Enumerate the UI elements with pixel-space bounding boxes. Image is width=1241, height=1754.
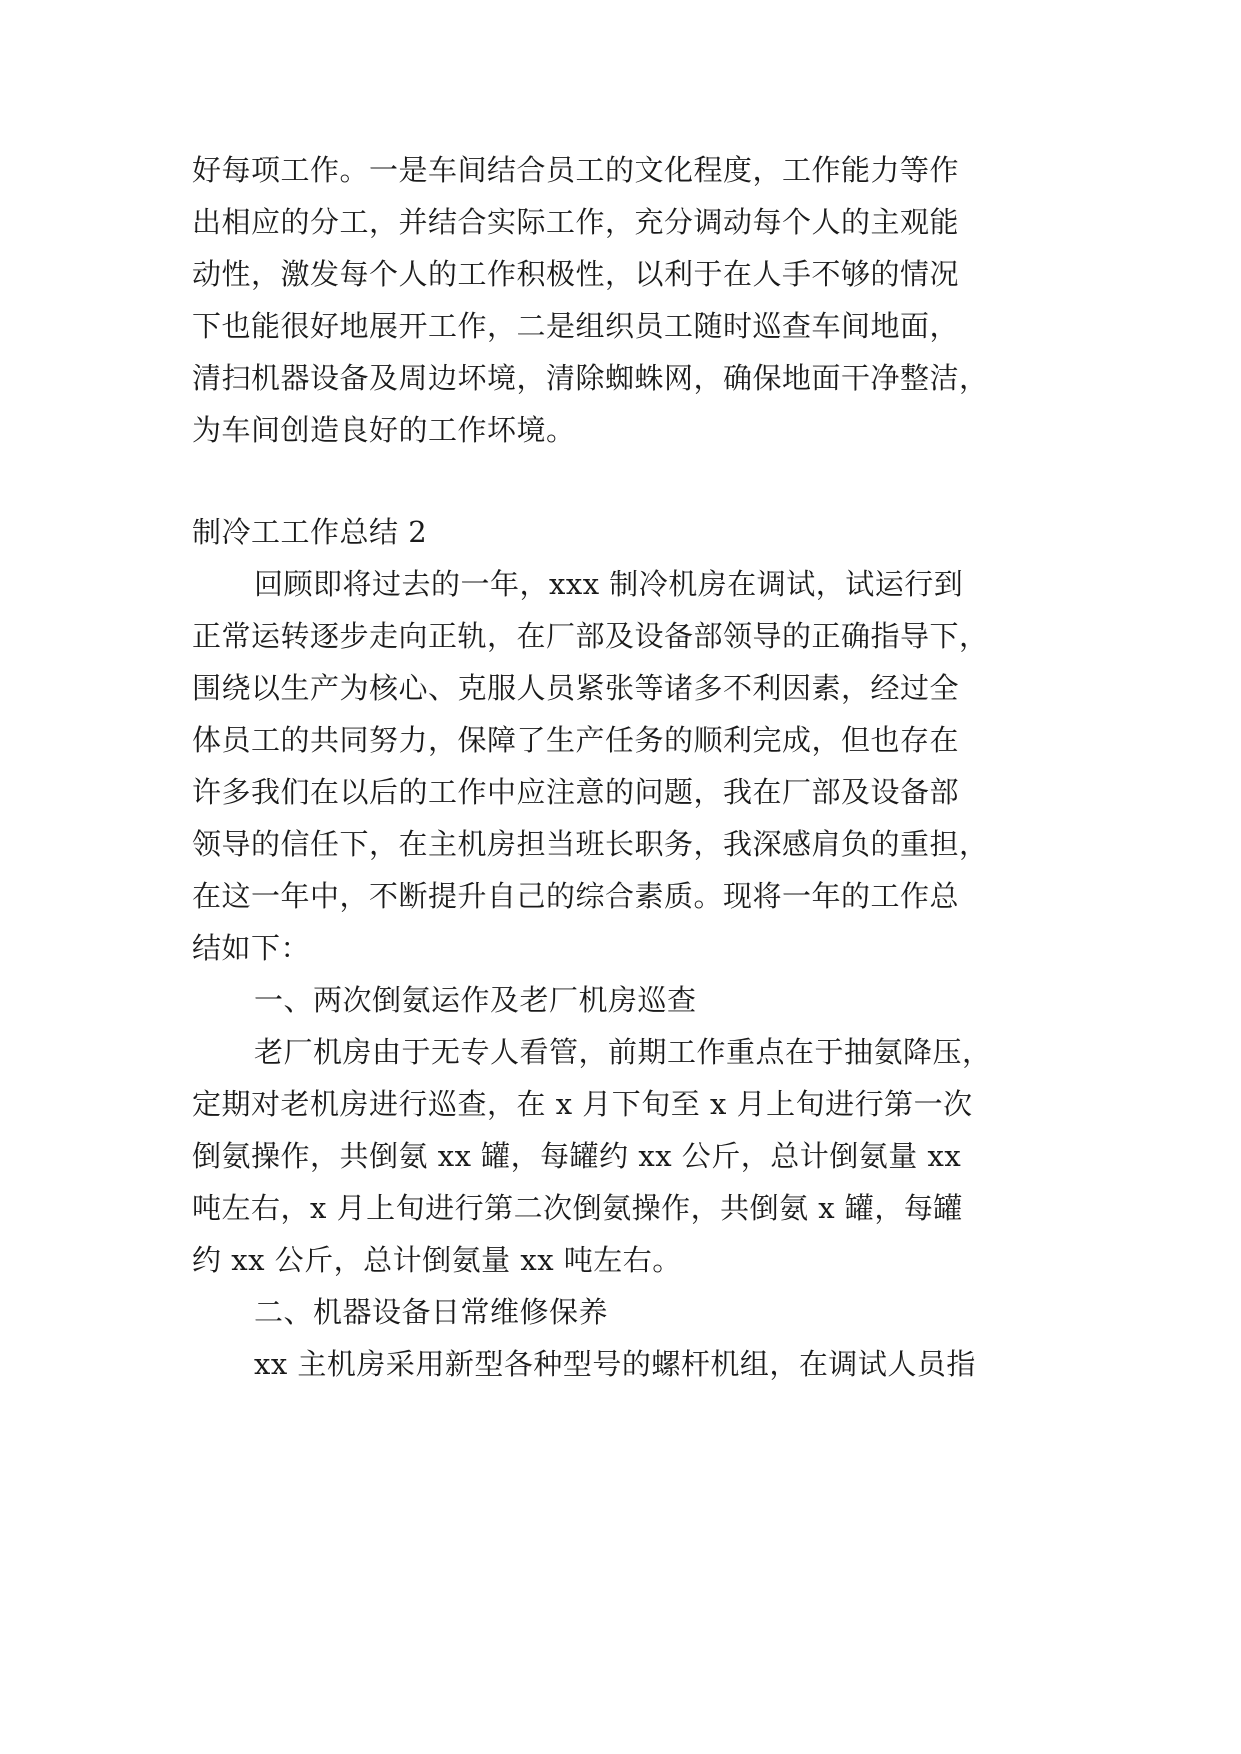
body-text-line: 在这一年中，不断提升自己的综合素质。现将一年的工作总 [192,879,960,913]
body-text-line: 围绕以生产为核心、克服人员紧张等诸多不利因素，经过全 [192,671,960,705]
body-text-line: 好每项工作。一是车间结合员工的文化程度，工作能力等作 [192,153,960,187]
body-text-line: 为车间创造良好的工作坏境。 [192,413,576,447]
section-title: 制冷工工作总结 2 [192,515,428,549]
body-text-line: 老厂机房由于无专人看管，前期工作重点在于抽氨降压， [254,1035,992,1069]
body-text-line: 约 xx 公斤，总计倒氨量 xx 吨左右。 [192,1243,682,1277]
body-text-line: 清扫机器设备及周边坏境，清除蜘蛛网，确保地面干净整洁， [192,361,989,395]
body-text-line: 吨左右，x 月上旬进行第二次倒氨操作，共倒氨 x 罐，每罐 [192,1191,963,1225]
body-text-line: 结如下： [192,931,311,965]
body-text-line: 许多我们在以后的工作中应注意的问题，我在厂部及设备部 [192,775,960,809]
body-text-line: 回顾即将过去的一年，xxx 制冷机房在调试，试运行到 [254,567,964,601]
body-text-line: 出相应的分工，并结合实际工作，充分调动每个人的主观能 [192,205,960,239]
body-text-line: 领导的信任下，在主机房担当班长职务，我深感肩负的重担， [192,827,989,861]
body-text-line: 正常运转逐步走向正轨，在厂部及设备部领导的正确指导下， [192,619,989,653]
body-text-line: 倒氨操作，共倒氨 xx 罐，每罐约 xx 公斤，总计倒氨量 xx [192,1139,962,1173]
body-text-line: xx 主机房采用新型各种型号的螺杆机组，在调试人员指 [254,1347,976,1381]
body-text-line: 动性，激发每个人的工作积极性，以利于在人手不够的情况 [192,257,960,291]
body-text-line: 体员工的共同努力，保障了生产任务的顺利完成，但也存在 [192,723,960,757]
subheading: 二、机器设备日常维修保养 [254,1295,609,1329]
body-text-line: 下也能很好地展开工作，二是组织员工随时巡查车间地面， [192,309,960,343]
body-text-line: 定期对老机房进行巡查，在 x 月下旬至 x 月上旬进行第一次 [192,1087,973,1121]
subheading: 一、两次倒氨运作及老厂机房巡查 [254,983,697,1017]
